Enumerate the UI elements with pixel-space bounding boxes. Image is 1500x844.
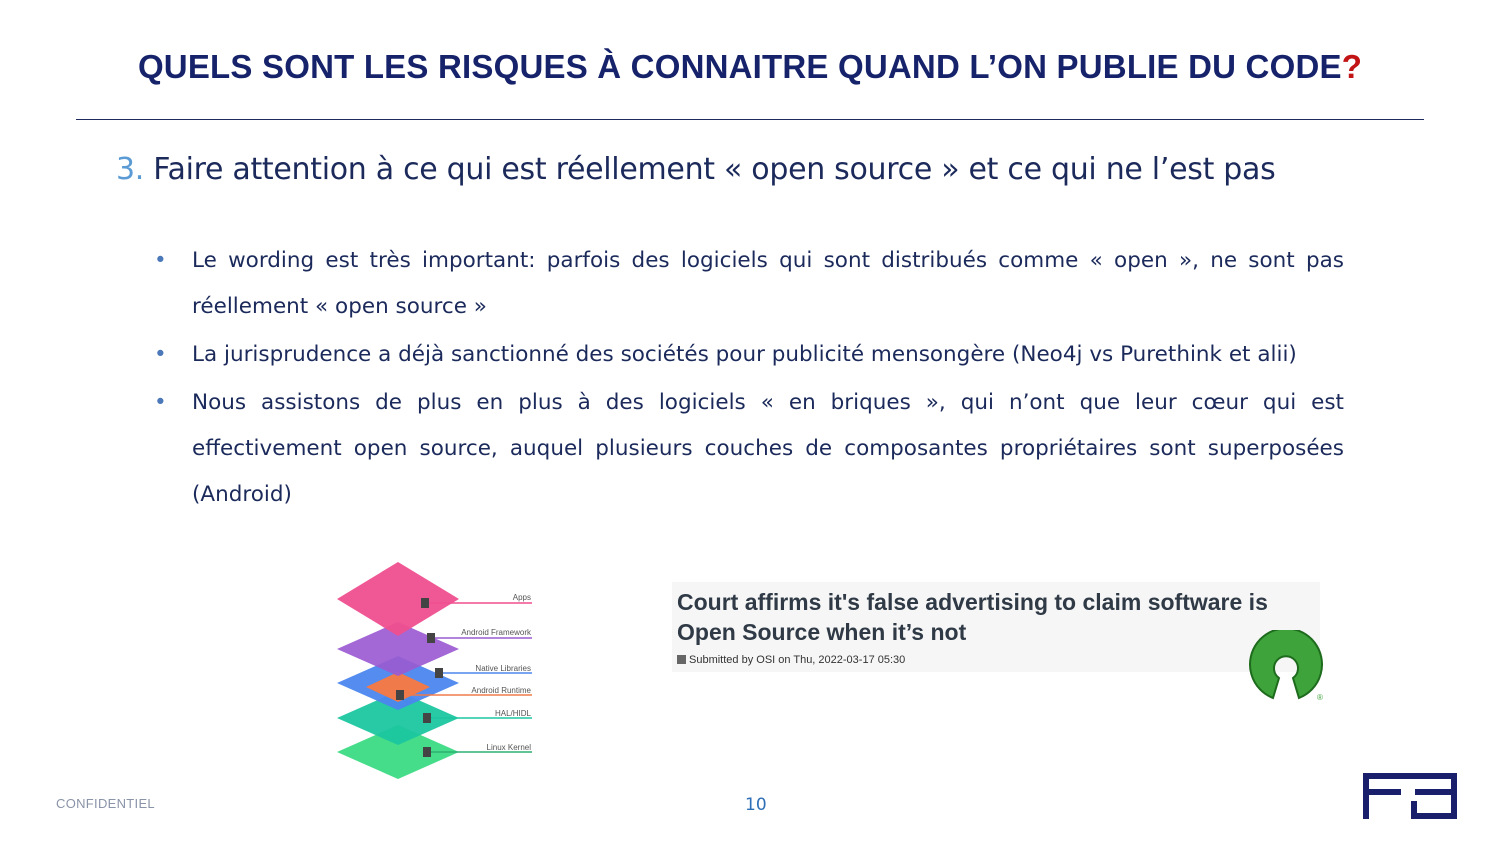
bullet-list [154,238,1344,520]
osi-ring [1250,630,1322,698]
stack-cube [423,713,431,723]
bullet-item [154,332,1344,378]
stack-cube [423,747,431,757]
label-android-runtime: Android Runtime [471,686,531,695]
news-meta-text: Submitted by OSI on Thu, 2022-03-17 05:30 [689,654,906,666]
bullet-text: La jurisprudence a déjà sanctionné des sociétés pour publicité mensongère (Neo4j vs Purethink et alii) [192,342,1297,367]
osi-registered-mark: ® [1317,693,1323,702]
company-logo [1362,770,1460,820]
osi-keyhole-logo [1247,630,1327,704]
news-clipping [672,582,1320,672]
section-heading [116,152,1275,187]
bullet-text: Le wording est très important: parfois des logiciels qui sont distribués comme « open », ne sont pas réellement « open source » [192,248,1344,319]
section-number: 3. [116,152,145,187]
section-title: Faire attention à ce qui est réellement « open source » et ce qui ne l’est pas [153,152,1276,187]
title-divider [76,119,1424,120]
android-stack-diagram [335,560,540,785]
stack-cube [396,690,404,700]
label-native-libraries: Native Libraries [475,664,531,673]
label-linux-kernel: Linux Kernel [486,743,531,752]
layer-apps [337,562,459,636]
bullet-dot: • [154,342,167,367]
confidential-label: CONFIDENTIEL [56,796,155,811]
news-meta [677,654,905,666]
bullet-dot: • [154,248,167,273]
news-headline: Court affirms it's false advertising to claim software is Open Source when it’s not [677,589,1268,645]
title-question-mark: ? [1341,48,1363,85]
slide-title [0,48,1500,86]
stack-cube [427,633,435,643]
page-number: 10 [745,795,767,815]
stack-cube [435,668,443,678]
bullet-dot: • [154,390,167,415]
label-hal-hidl: HAL/HIDL [494,709,531,718]
bullet-item [154,380,1344,518]
stack-cube [421,598,429,608]
bullet-text: Nous assistons de plus en plus à des logiciels « en briques », qui n’ont que leur cœur qui est effectivement open source, auquel plusieurs couches de composantes propriétaires sont superposées (Android) [192,390,1344,507]
title-text: QUELS SONT LES RISQUES À CONNAITRE QUAND L’ON PUBLIE DU CODE [137,48,1342,85]
logo-shape [1366,776,1454,816]
label-android-framework: Android Framework [461,628,531,637]
label-apps: Apps [512,593,531,602]
bullet-item [154,238,1344,330]
calendar-icon [677,655,686,664]
